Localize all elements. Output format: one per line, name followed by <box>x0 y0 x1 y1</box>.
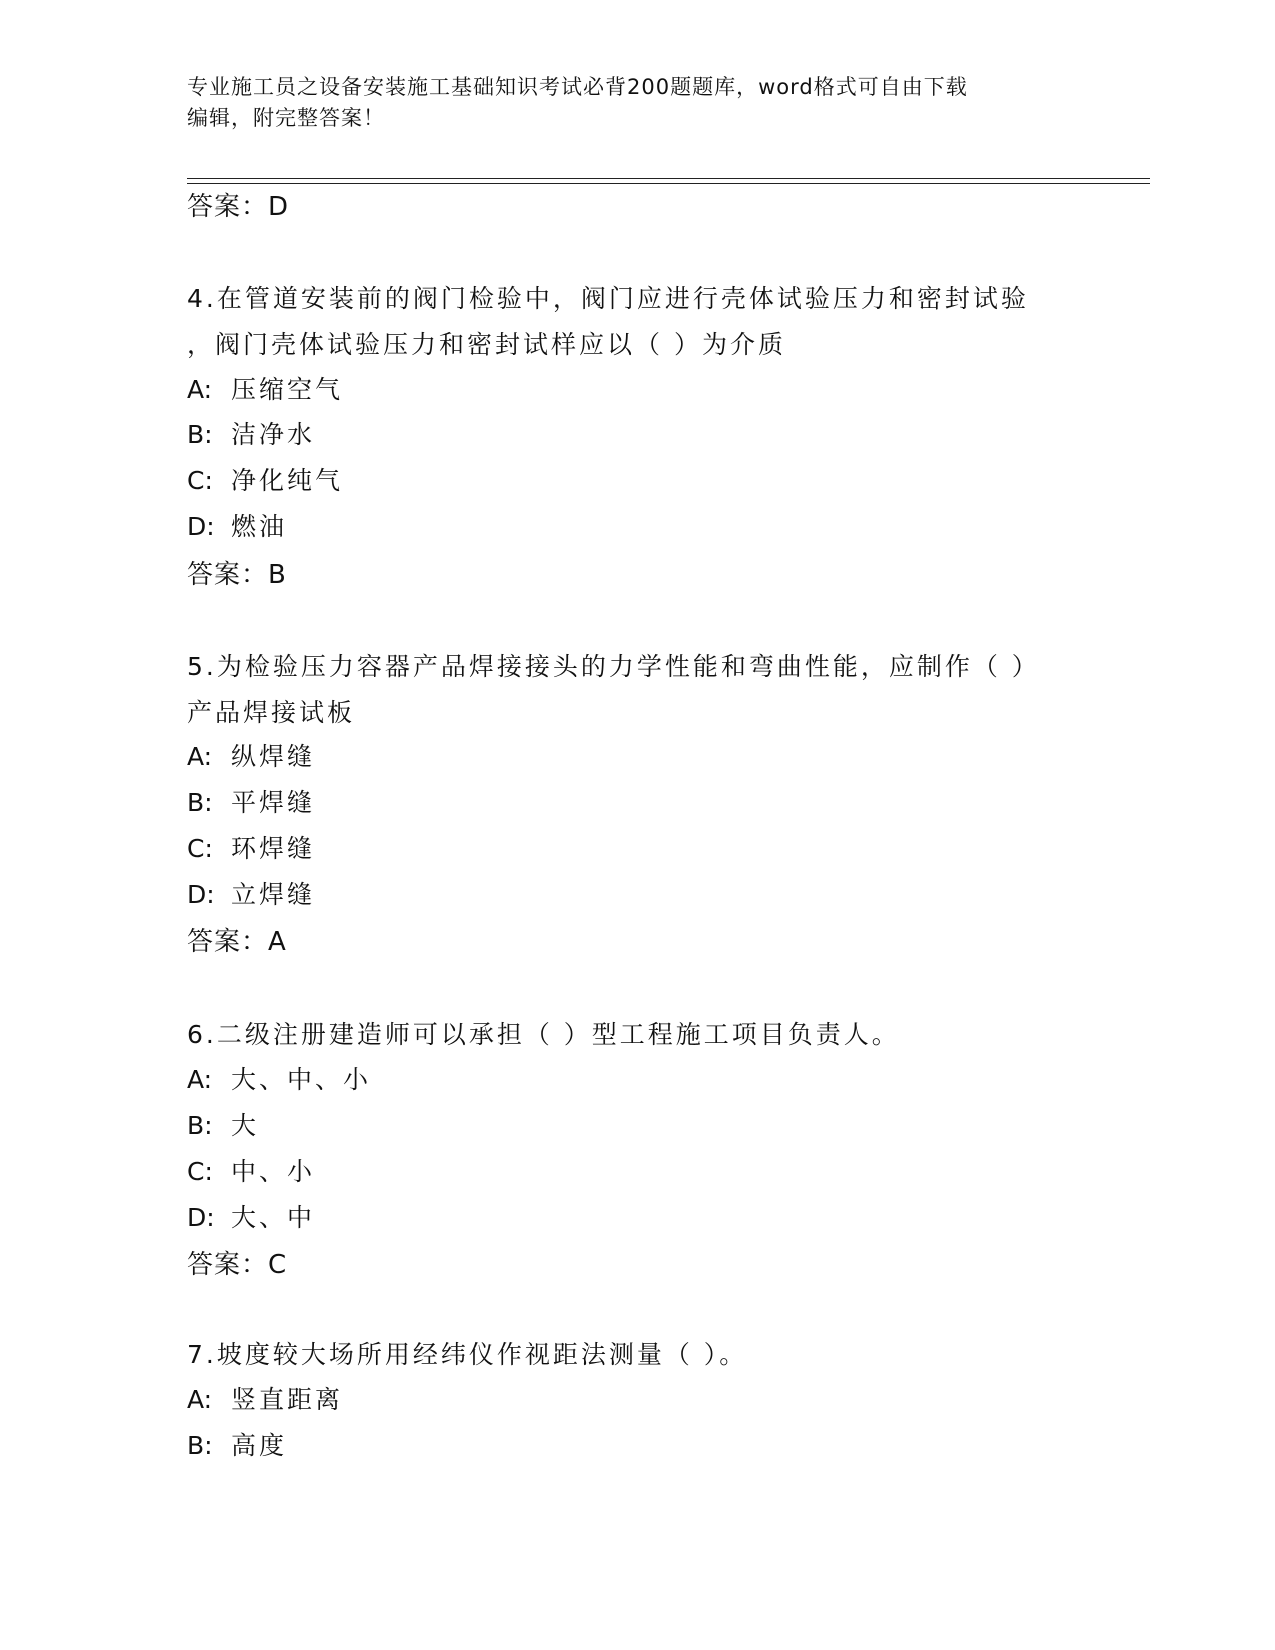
question-7-stem <box>187 1332 1067 1378</box>
question-4-stem <box>187 276 1067 368</box>
question-5-stem <box>187 644 1067 736</box>
option-label: A: <box>187 1065 213 1094</box>
option-text: 纵焊缝 <box>231 742 316 771</box>
question-4-option-d <box>187 512 287 542</box>
question-6-option-b <box>187 1111 259 1141</box>
option-label: D: <box>187 512 215 541</box>
option-label: A: <box>187 375 213 404</box>
question-5-option-c <box>187 834 315 864</box>
question-5-option-a <box>187 742 315 772</box>
question-5-answer: 答案：A <box>187 927 287 957</box>
option-text: 压缩空气 <box>231 375 344 404</box>
question-6-option-a <box>187 1065 371 1095</box>
question-4-stem-line-2: ，阀门壳体试验压力和密封试样应以（ ）为介质 <box>187 330 786 359</box>
question-4-answer: 答案：B <box>187 560 287 590</box>
question-5-option-b <box>187 788 315 818</box>
option-label: C: <box>187 466 213 495</box>
header-line-2: 编辑，附完整答案！ <box>187 106 385 130</box>
question-7-option-a <box>187 1385 343 1415</box>
option-text: 环焊缝 <box>231 834 316 863</box>
option-label: B: <box>187 1431 213 1460</box>
option-text: 平焊缝 <box>231 788 316 817</box>
option-label: C: <box>187 834 213 863</box>
question-6-stem <box>187 1012 1067 1058</box>
option-text: 洁净水 <box>231 420 316 449</box>
question-7-stem-line-1: 7.坡度较大场所用经纬仪作视距法测量（ ）。 <box>187 1340 748 1369</box>
question-4-stem-line-1: 4.在管道安装前的阀门检验中，阀门应进行壳体试验压力和密封试验 <box>187 284 1029 313</box>
question-6-stem-line-1: 6.二级注册建造师可以承担（ ）型工程施工项目负责人。 <box>187 1020 900 1049</box>
option-label: D: <box>187 1203 215 1232</box>
option-text: 大、中、小 <box>231 1065 372 1094</box>
option-text: 高度 <box>231 1431 288 1460</box>
option-label: A: <box>187 742 213 771</box>
option-text: 立焊缝 <box>231 880 316 909</box>
question-4-option-b <box>187 420 315 450</box>
question-5-option-d <box>187 880 315 910</box>
option-text: 燃油 <box>231 512 288 541</box>
question-6-option-c <box>187 1157 315 1187</box>
option-label: A: <box>187 1385 213 1414</box>
question-6-answer: 答案：C <box>187 1250 288 1280</box>
question-5-stem-line-2: 产品焊接试板 <box>187 698 356 727</box>
option-text: 大 <box>231 1111 260 1140</box>
question-4-option-c <box>187 466 343 496</box>
option-text: 大、中 <box>231 1203 316 1232</box>
question-7-option-b <box>187 1431 287 1461</box>
header-line-1: 专业施工员之设备安装施工基础知识考试必背200题题库，word格式可自由下载 <box>187 75 968 99</box>
option-label: D: <box>187 880 215 909</box>
question-5-stem-line-1: 5.为检验压力容器产品焊接接头的力学性能和弯曲性能，应制作（ ） <box>187 652 1040 681</box>
question-6-option-d <box>187 1203 315 1233</box>
question-4-option-a <box>187 375 343 405</box>
option-text: 竖直距离 <box>231 1385 344 1414</box>
option-label: B: <box>187 1111 213 1140</box>
option-label: B: <box>187 788 213 817</box>
header-divider-top <box>187 178 1150 179</box>
option-label: C: <box>187 1157 213 1186</box>
previous-answer: 答案：D <box>187 192 290 222</box>
option-text: 中、小 <box>231 1157 316 1186</box>
header-divider-bottom <box>187 183 1150 184</box>
option-label: B: <box>187 420 213 449</box>
option-text: 净化纯气 <box>231 466 344 495</box>
document-header <box>187 72 1067 134</box>
